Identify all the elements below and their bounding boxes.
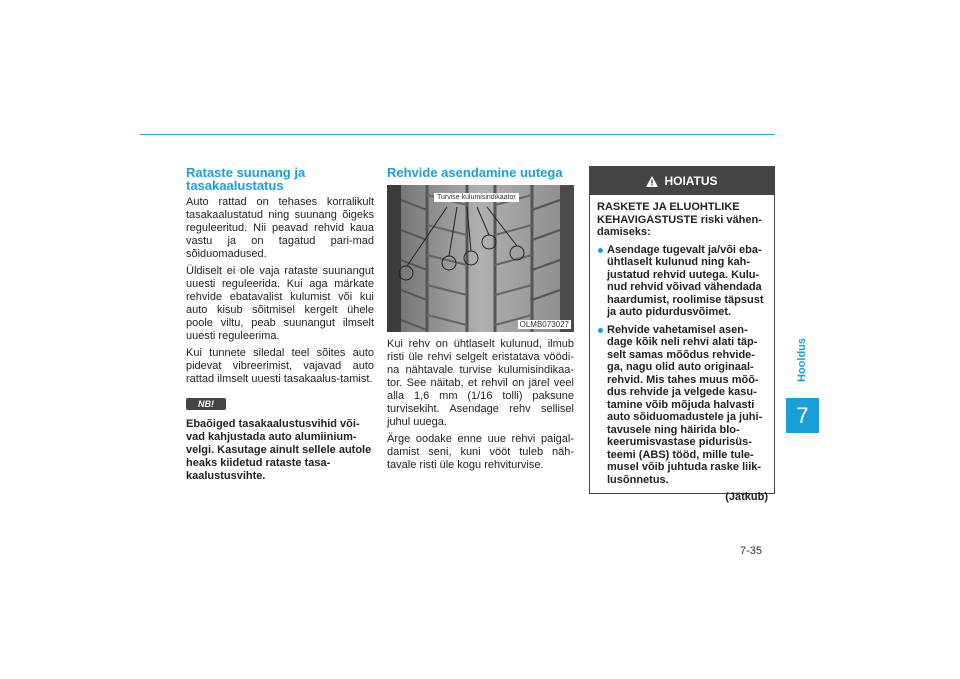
continued-note: (Jätkub) (725, 491, 768, 503)
tire-tread-illustration (387, 185, 574, 332)
top-rule (140, 134, 775, 135)
chapter-title: Hooldus (796, 338, 808, 382)
nb-text: Ebaõiged tasakaalustusvihid või-vad kahjustada auto alumiinium-velgi. Kasutage ainult sellele autole heaks kiidetud rataste tasa-kaalustusvihte. (186, 418, 372, 482)
warning-intro: RASKETE JA ELUOHTLIKE KEHAVIGASTUSTE riski vähen-damiseks: (597, 201, 762, 238)
chapter-tab-label (785, 330, 819, 390)
paragraph: Kui rehv on ühtlaselt kulunud, ilmub risti üle rehvi selgelt eristatava vöödi-na nähtavale turvise kulumisindikaa-tor. See näitab, et rehvil on järel veel alla 1,6 mm (1/16 tolli) paksune turvisekiht. Asendage rehv sellisel juhul uuega. (387, 338, 574, 428)
warning-title: HOIATUS (664, 174, 718, 188)
column-alignment (186, 166, 374, 483)
paragraph: Auto rattad on tehases korralikult tasakaalustatud ning suunang õigeks reguleeritud. Nii peavad rehvid kaua vastu ja on tagatud pari-mad sõiduomadused. (186, 196, 374, 260)
warning-box (589, 166, 775, 503)
warning-list (597, 244, 768, 487)
column-tire-replacement (387, 166, 574, 476)
chapter-number-box: 7 (786, 398, 819, 433)
figure-label: Turvise kulumisindikaator (434, 193, 519, 202)
paragraph: Kui tunnete siledal teel sõites auto pidevat vibreerimist, vajavad auto rattad ilmselt uuesti tasakaalus-tamist. (186, 347, 374, 385)
section-heading-alignment: Rataste suunang ja tasakaalustatus (186, 165, 306, 193)
page-number: 7-35 (740, 545, 763, 557)
paragraph: Üldiselt ei ole vaja rataste suunangut uuesti reguleerida. Kui aga märkate rehvide ebatavalist kulumist või kui auto kisub sõitmisel kergelt ühele poole viltu, peab suunangut ilmselt uuesti reguleerima. (186, 265, 374, 342)
section-heading-tire-replacement: Rehvide asendamine uutega (387, 165, 563, 180)
paragraph: Ärge oodake enne uue rehvi paigal-damist seni, kuni vööt tuleb näh-tavale risti üle kogu rehviturvise. (387, 433, 574, 471)
list-item: Rehvide vahetamisel asen-dage kõik neli rehvi alati täp-selt samas mõõdus rehvide-ga, nagu olid auto originaal-rehvid. Mis tahes muus mõõ-dus rehvide ja velgede kasu-tamine võib mõjuda halvasti auto sõiduomadustele ja juhi-tavusele ning häirida blo-keerumisvastase pidurisüs-teemi (ABS) tööd, mille tule-musel võib juhtuda raske liik-lusõnnetus. (597, 324, 768, 487)
warning-icon (646, 176, 658, 187)
tire-tread-figure (387, 185, 574, 332)
figure-code: OLMB073027 (519, 320, 569, 329)
list-item: Asendage tugevalt ja/või eba-ühtlaselt kulunud ning kah-justatud rehvid uutega. Kulu-nud rehvid võivad vähendada haardumist, roolimise täpsust ja auto pidurdusvõimet. (597, 244, 768, 319)
warning-body (590, 195, 774, 504)
nb-badge: NB! (186, 398, 226, 410)
warning-header (590, 167, 774, 195)
